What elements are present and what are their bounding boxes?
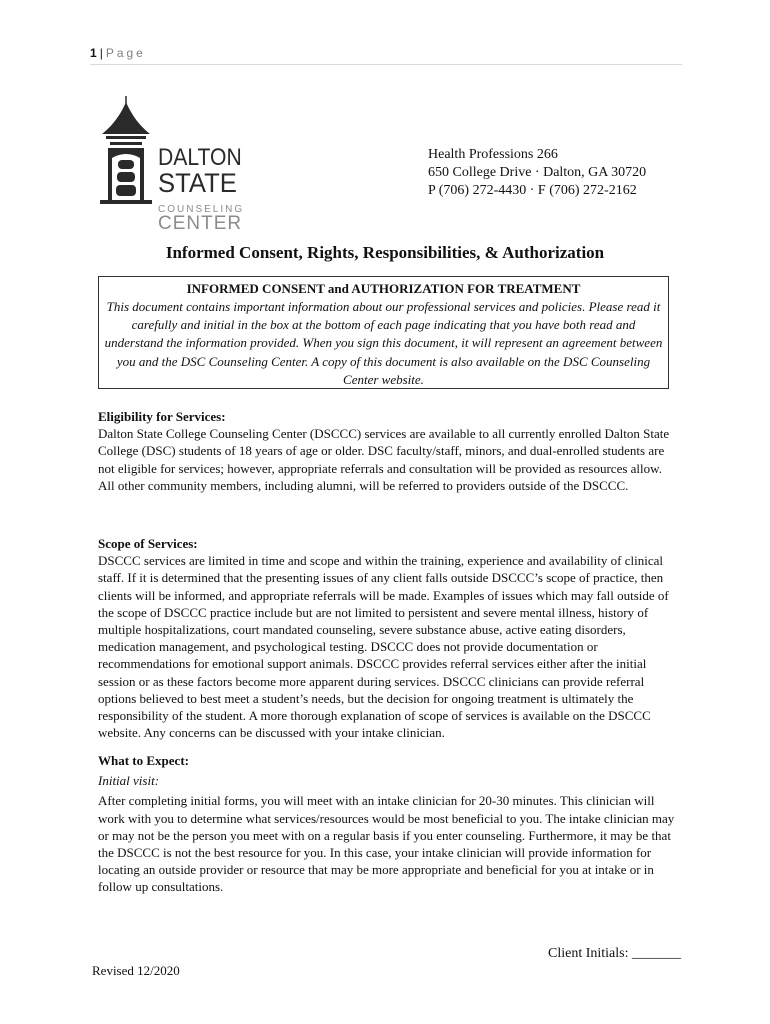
- page-separator: |: [99, 46, 103, 60]
- clock-tower-icon: [98, 96, 156, 206]
- address-block: [428, 146, 646, 200]
- scope-section: [98, 535, 678, 741]
- consent-text: This document contains important information about our professional services and policies. Please read it carefully and initial in the box at the bottom of each page indicating that you have both read and understand the information provided. When you sign this document, it will represent an agreement between you and the DSC Counseling Center. A copy of this document is also available on the DSC Counseling Center website.: [104, 299, 663, 387]
- logo-line-counseling: COUNSELING: [158, 204, 245, 215]
- logo-line-center: CENTER: [158, 213, 243, 234]
- address-line-2: 650 College Drive · Dalton, GA 30720: [428, 165, 647, 180]
- expect-subheading: Initial visit:: [98, 773, 160, 789]
- page-header: [90, 46, 682, 65]
- address-line-1: Health Professions 266: [428, 147, 558, 162]
- eligibility-section: [98, 408, 678, 494]
- revised-date: Revised 12/2020: [92, 963, 180, 978]
- logo-wordmark: [158, 146, 253, 233]
- eligibility-heading: Eligibility for Services:: [98, 409, 226, 424]
- consent-box: [98, 276, 669, 389]
- page-number: 1: [90, 46, 97, 60]
- consent-heading: INFORMED CONSENT and AUTHORIZATION FOR TREATMENT: [186, 281, 581, 296]
- address-line-3: P (706) 272-4430 · F (706) 272-2162: [428, 183, 637, 198]
- page-word: Page: [105, 46, 146, 60]
- document-title: Informed Consent, Rights, Responsibilities, & Authorization: [165, 243, 605, 262]
- scope-text: DSCCC services are limited in time and scope and within the training, experience and availability of clinical staff. If it is determined that the presenting issues of any client falls outside DSCCC’s scope of practice, then clients will be informed, and appropriate referrals will be made. Examples of issues which may fall outside of the scope of DSCCC practice include but are not limited to persistent and severe mental illness, history of multiple hospitalizations, court mandated counseling, severe substance abuse, active eating disorders, medication management, and psychological testing. DSCCC does not provide documentation or recommendations for emotional support animals. DSCCC provides referral services either after the initial session or as these factors become more apparent during services. DSCCC clinicians can provide referral options believed to best meet a student’s needs, but the decision for ongoing treatment is ultimately the responsibility of the student. A more thorough explanation of scope of services is available on the DSCCC website. Any concerns can be discussed with your intake clinician.: [98, 553, 669, 741]
- eligibility-text: Dalton State College Counseling Center (DSCCC) services are available to all currently enrolled Dalton State College (DSC) students of 18 years of age or older. DSC faculty/staff, minors, and dual-enrolled students are not eligible for services; however, appropriate referrals and consultation will be provided as resources allow. All other community members, including alumni, will be referred to providers outside of the DSCCC.: [98, 426, 670, 493]
- logo-line-state: STATE: [158, 168, 237, 198]
- counseling-center-logo: [98, 96, 248, 234]
- expect-text: After completing initial forms, you will meet with an intake clinician for 20-30 minutes. This clinician will work with you to determine what services/resources would be most beneficial to you. The intake clinician may or may not be the person you meet with on a regular basis if you enter counseling. Furthermore, it may be that the DSCCC is not the best resource for you. In this case, your intake clinician will provide information for locating an outside provider or resource that may be more appropriate and beneficial for you at intake or in follow up consultations.: [98, 793, 675, 895]
- expect-heading: What to Expect:: [98, 753, 189, 768]
- expect-section: [98, 752, 678, 896]
- logo-line-dalton: DALTON: [158, 144, 242, 171]
- client-initials-field: Client Initials: _______: [548, 946, 681, 961]
- scope-heading: Scope of Services:: [98, 536, 198, 551]
